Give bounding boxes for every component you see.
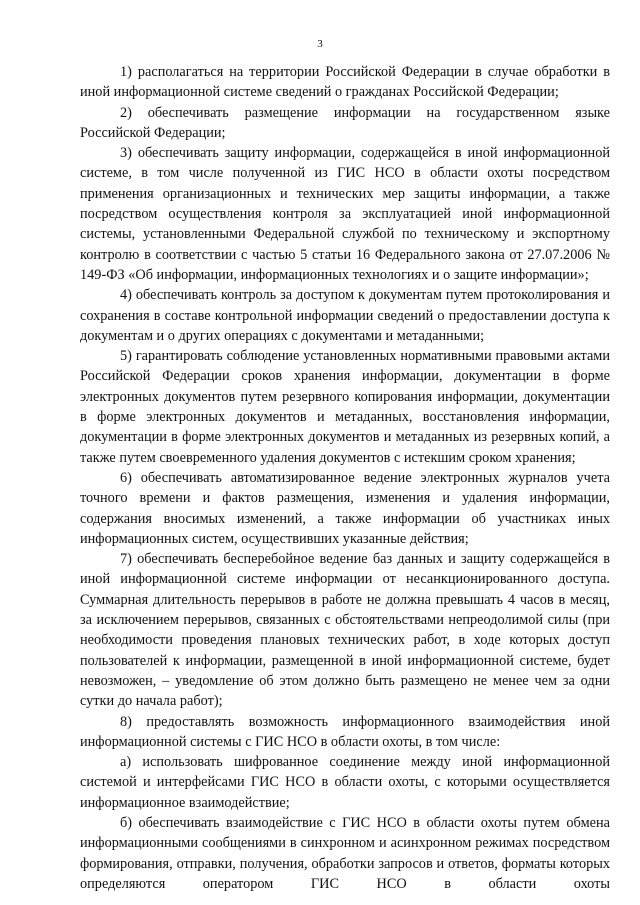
page-number: 3 bbox=[317, 38, 323, 50]
document-body bbox=[80, 62, 610, 894]
paragraph-item-5: 5) гарантировать соблюдение установленных нормативными правовыми актами Российской Федерации сроков хранения информации, документации в форме электронных документов путем резервного копирования информации, документации в форме электронных документов и метаданных, восстановления информации, документации в форме электронных документов и метаданных из резервных копий, а также путем своевременного удаления документов с истекшим сроком хранения; bbox=[80, 348, 610, 466]
paragraph-subitem-a: а) использовать шифрованное соединение между иной информационной системой и интерфейсами ГИС НСО в области охоты, с которыми осуществляется информационное взаимодействие; bbox=[80, 754, 610, 811]
paragraph-subitem-b: б) обеспечивать взаимодействие с ГИС НСО в области охоты путем обмена информационными сообщениями в синхронном и асинхронном режимах посредством формирования, отправки, получения, обработки запросов и ответов, форматы которых определяются оператором ГИС НСО в области охоты bbox=[80, 814, 610, 892]
paragraph-item-4: 4) обеспечивать контроль за доступом к документам путем протоколирования и сохранения в составе контрольной информации сведений о предоставлении доступа к документам и о других операциях с документами и метаданными; bbox=[80, 287, 610, 344]
paragraph-item-2: 2) обеспечивать размещение информации на государственном языке Российской Федерации; bbox=[80, 104, 610, 141]
paragraph-item-3: 3) обеспечивать защиту информации, содержащейся в иной информационной системе, в том числе полученной из ГИС НСО в области охоты посредством применения организационных и технических мер защиты информации, а также посредством осуществления контроля за эксплуатацией иной информационной системы, установленными Федеральной службой по техническому и экспортному контролю в соответствии с частью 5 статьи 16 Федерального закона от 27.07.2006 № 149-ФЗ «Об информации, информационных технологиях и о защите информации»; bbox=[80, 145, 610, 283]
paragraph-item-6: 6) обеспечивать автоматизированное ведение электронных журналов учета точного времени и фактов размещения, изменения и удаления информации, содержания вносимых изменений, а также информации об участниках иных информационных систем, осуществивших указанные действия; bbox=[80, 469, 610, 547]
paragraph-item-8: 8) предоставлять возможность информационного взаимодействия иной информационной системы с ГИС НСО в области охоты, в том числе: bbox=[80, 713, 610, 750]
paragraph-item-7: 7) обеспечивать бесперебойное ведение баз данных и защиту содержащейся в иной информационной системе информации от несанкционированного доступа. Суммарная длительность перерывов в работе не должна превышать 4 часов в месяц, за исключением перерывов, связанных с обстоятельствами непреодолимой силы (при необходимости проведения плановых технических работ, в ходе которых доступ пользователей к информации, размещенной в иной информационной системе, будет невозможен, – уведомление об этом должно быть размещено не менее чем за одни сутки до начала работ); bbox=[80, 551, 610, 710]
paragraph-item-1: 1) располагаться на территории Российской Федерации в случае обработки в иной информационной системе сведений о гражданах Российской Федерации; bbox=[80, 64, 610, 101]
